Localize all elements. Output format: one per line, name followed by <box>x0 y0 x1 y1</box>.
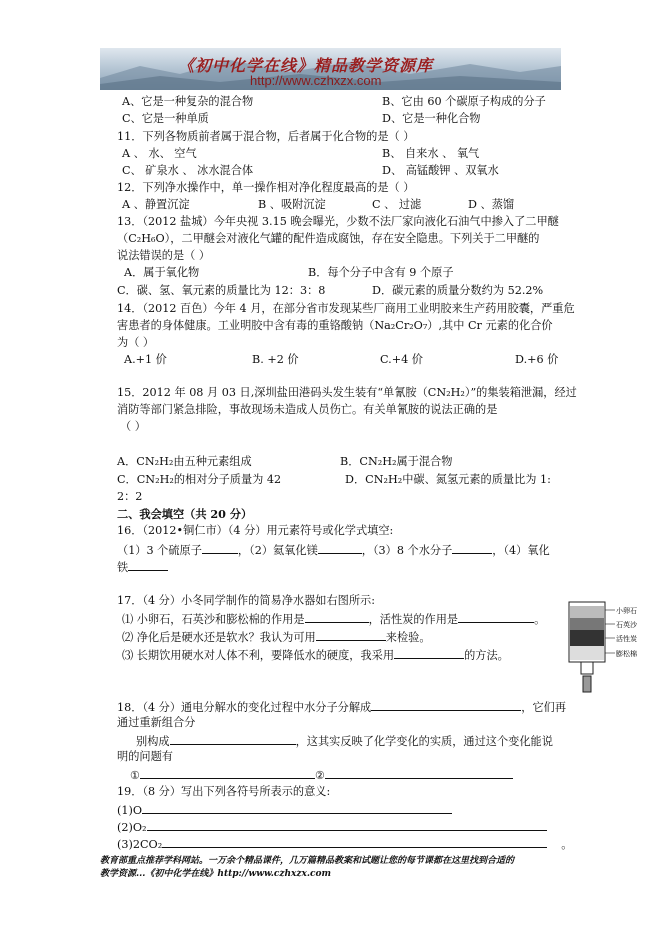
q17-part-1a: ⑴ 小卵石，石英沙和膨松棉的作用是 <box>122 613 305 626</box>
q16-item-4-cont: 铁 <box>117 561 129 574</box>
q15-line-2: 消防等部门紧急排险，事故现场未造成人员伤亡。有关单氰胺的说法正确的是 <box>117 403 498 416</box>
q15-option-c: C．CN₂H₂的相对分子质量为 42 <box>117 473 282 486</box>
q17-blank-1[interactable] <box>305 611 369 623</box>
q13-line-1: 13．（2012 盐城）今年央视 3.15 晚会曝光，少数不法厂家向液化石油气中掺入了二甲醚 <box>117 215 559 228</box>
q12-option-d: D 、蒸馏 <box>468 198 515 211</box>
q16-blank-2[interactable] <box>318 542 362 554</box>
q19-end: 。 <box>561 838 573 851</box>
q18-part-1b: ，它们再 <box>521 701 567 714</box>
q17-part-1b: ，活性炭的作用是 <box>368 613 459 626</box>
q17-part-2b: 来检验。 <box>385 631 431 644</box>
q18-line-2: 通过重新组合分 <box>117 716 196 729</box>
q13-line-3: 说法错误的是（ ） <box>117 249 211 262</box>
q12-option-c: C 、 过滤 <box>372 198 422 211</box>
q17-part-3a: ⑶ 长期饮用硬水对人体不利，要降低水的硬度，我采用 <box>122 649 395 662</box>
q15-option-d-cont: 2：2 <box>117 490 143 503</box>
q10-option-d: D、它是一种化合物 <box>382 112 481 125</box>
filter-label-pebbles: 小卵石 <box>616 607 637 615</box>
q10-option-b: B、它由 60 个碳原子构成的分子 <box>382 95 546 108</box>
q10-option-c: C、它是一种单质 <box>122 112 209 125</box>
q17-stem: 17．（4 分）小冬同学制作的简易净水器如右图所示: <box>117 594 376 607</box>
q19-item-2 <box>117 819 547 835</box>
q13-line-2: （C₂H₆O），二甲醚会对液化气罐的配件造成腐蚀，存在安全隐患。下列关于二甲醚的 <box>117 232 540 245</box>
q12-option-a: A 、静置沉淀 <box>122 198 190 211</box>
q19-blank-3[interactable] <box>162 836 547 848</box>
q19-symbol-2: (2)O₂ <box>117 821 147 834</box>
q17-blank-3[interactable] <box>316 629 386 641</box>
q13-option-d: D．碳元素的质量分数约为 52.2% <box>372 284 544 297</box>
q13-option-a: A．属于氧化物 <box>124 266 200 279</box>
q14-line-3: 为（ ） <box>117 336 155 349</box>
q18-blank-1[interactable] <box>371 699 521 711</box>
q15-option-b: B．CN₂H₂属于混合物 <box>340 455 453 468</box>
q19-blank-1[interactable] <box>142 802 452 814</box>
q19-symbol-1: (1)O <box>117 804 143 817</box>
q14-line-1: 14．（2012 百色）今年 4 月，在部分省市发现某些厂商用工业明胶来生产药用胶囊，严重危 <box>117 302 575 315</box>
q12-stem: 12．下列净水操作中，单一操作相对净化程度最高的是（ ） <box>117 181 415 194</box>
q18-part-3a: 别构成 <box>136 735 170 748</box>
q19-item-3 <box>117 836 572 852</box>
q11-option-b: B、 自来水 、 氧气 <box>382 147 480 160</box>
q16-blank-1[interactable] <box>202 542 238 554</box>
q18-line-5 <box>130 767 513 783</box>
q13-option-b: B．每个分子中含有 9 个原子 <box>308 266 454 279</box>
q14-option-d: D.+6 价 <box>515 353 559 366</box>
q18-line-4: 明的问题有 <box>117 750 173 763</box>
q18-line-1 <box>117 699 566 715</box>
q18-marker-1: ① <box>130 769 141 782</box>
q18-blank-3[interactable] <box>140 767 315 779</box>
filter-label-carbon: 活性炭 <box>616 635 637 643</box>
footer <box>100 855 514 881</box>
q19-item-1 <box>117 802 452 818</box>
q18-marker-2: ② <box>315 769 326 782</box>
q17-blank-4[interactable] <box>394 647 464 659</box>
header-banner <box>100 48 561 90</box>
q14-option-a: A.+1 价 <box>124 353 167 366</box>
q13-option-c: C．碳、氢、氧元素的质量比为 12：3：8 <box>117 284 326 297</box>
q18-part-1a: 18．（4 分）通电分解水的变化过程中水分子分解成 <box>117 701 372 714</box>
section-heading: 二、我会填空（共 20 分） <box>117 507 253 521</box>
q16-item-2: ，（2）氦氧化镁 <box>237 544 318 557</box>
q19-stem: 19．（8 分）写出下列各符号所表示的意义: <box>117 785 331 798</box>
q17-line-2 <box>122 629 431 645</box>
q17-line-1 <box>122 611 545 627</box>
q17-line-3 <box>122 647 509 663</box>
q19-symbol-3: (3)2CO₂ <box>117 838 163 851</box>
q16-blank-4[interactable] <box>128 559 168 571</box>
q16-line-3 <box>117 559 168 575</box>
q14-option-c: C.+4 价 <box>380 353 423 366</box>
q11-option-a: A 、 水、 空气 <box>122 147 197 160</box>
filter-label-sand: 石英沙 <box>616 621 637 629</box>
filter-label-cotton: 膨松棉 <box>616 650 637 658</box>
q11-option-d: D、 高锰酸钾 、双氧水 <box>382 164 499 177</box>
q15-line-1: 15．2012 年 08 月 03 日,深圳盐田港码头发生装有“单氰胺（CN₂H₂）”的集装箱泄漏，经过 <box>117 386 577 399</box>
q15-option-d: D．CN₂H₂中碳、氮氢元素的质量比为 1: <box>345 473 551 486</box>
q10-option-a: A、它是一种复杂的混合物 <box>122 95 254 108</box>
water-filter-figure <box>563 596 643 696</box>
footer-line-2: 教学资源...《初中化学在线》http://www.czhxzx.com <box>100 869 332 879</box>
banner-title: 《初中化学在线》精品教学资源库 <box>178 56 434 75</box>
water-filter-diagram <box>563 596 643 696</box>
footer-line-1: 教育部重点推荐学科网站。一万余个精品课件，几万篇精品教案和试题让您的每节课都在这里找到合适的 <box>100 856 515 866</box>
q16-line-2 <box>117 542 550 558</box>
q19-blank-2[interactable] <box>147 819 547 831</box>
q16-item-3: ，（3）8 个水分子 <box>361 544 453 557</box>
q16-item-1: （1）3 个硫原子 <box>117 544 202 557</box>
q18-blank-2[interactable] <box>170 733 296 745</box>
q17-end-1: 。 <box>534 613 546 626</box>
q15-line-3: （ ） <box>120 420 146 433</box>
q18-line-3 <box>136 733 553 749</box>
q11-option-c: C、 矿泉水 、 冰水混合体 <box>122 164 254 177</box>
q17-part-2a: ⑵ 净化后是硬水还是软水？我认为可用 <box>122 631 316 644</box>
q17-part-3b: 的方法。 <box>464 649 509 662</box>
q15-option-a: A．CN₂H₂由五种元素组成 <box>117 455 252 468</box>
banner-url[interactable]: http://www.czhxzx.com <box>250 73 382 88</box>
q11-stem: 11．下列各物质前者属于混合物，后者属于化合物的是（ ） <box>117 130 415 143</box>
q16-item-4: ，（4）氧化 <box>492 544 550 557</box>
q14-line-2: 害患者的身体健康。工业明胶中含有毒的重铬酸钠（Na₂Cr₂O₇）,其中 Cr 元素的化合价 <box>117 319 553 332</box>
q18-blank-4[interactable] <box>325 767 513 779</box>
q16-stem: 16．（2012•铜仁市）（4 分）用元素符号或化学式填空: <box>117 524 394 537</box>
q16-blank-3[interactable] <box>452 542 492 554</box>
q18-part-3b: ，这其实反映了化学变化的实质，通过这个变化能说 <box>295 735 553 748</box>
q14-option-b: B. +2 价 <box>252 353 299 366</box>
q17-blank-2[interactable] <box>458 611 534 623</box>
q12-option-b: B 、吸附沉淀 <box>258 198 326 211</box>
